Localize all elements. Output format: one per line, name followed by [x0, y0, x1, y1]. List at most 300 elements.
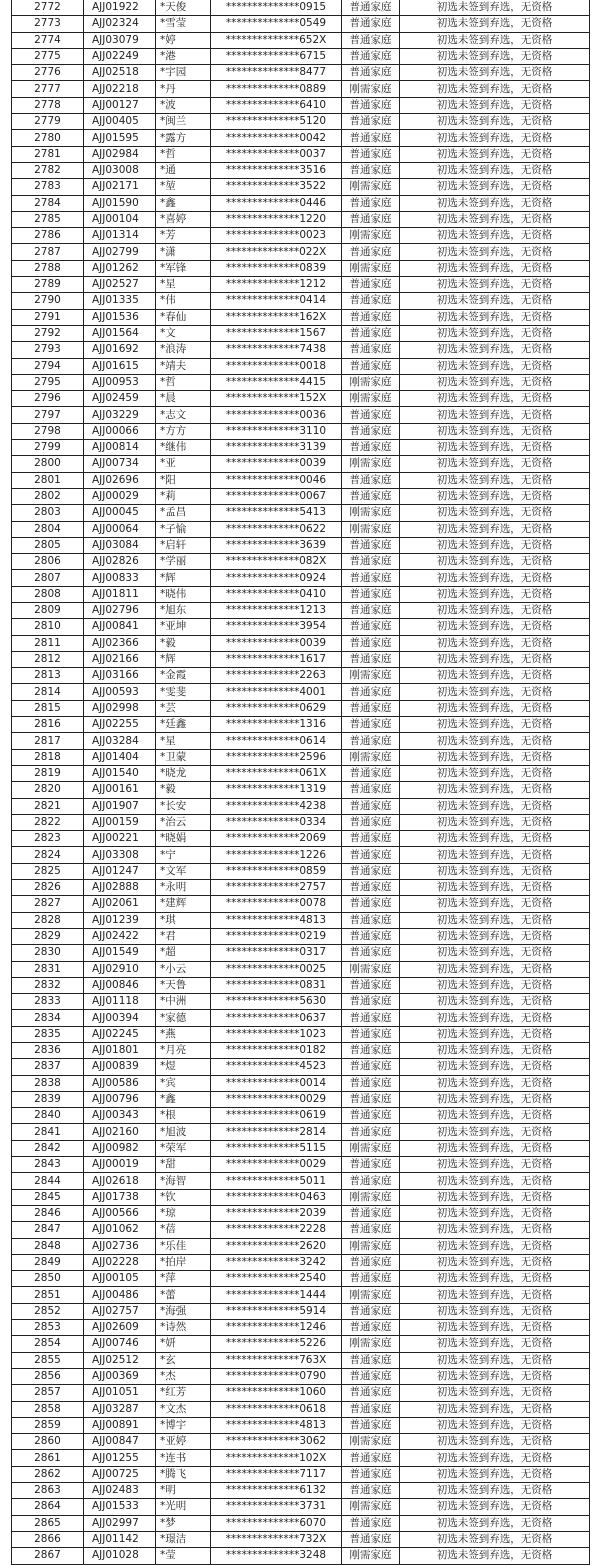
table-row: [12, 277, 590, 293]
row-number-cell: 2856: [12, 1368, 84, 1384]
results-table: [11, 0, 590, 1565]
application-id-cell: AJJ03008: [84, 162, 156, 178]
application-id-cell: AJJ02166: [84, 651, 156, 667]
applicant-name-cell: *琪: [156, 912, 211, 928]
family-type-cell: 刚需家庭: [342, 456, 400, 472]
applicant-name-cell: *明: [156, 1483, 211, 1499]
table-row: [12, 244, 590, 260]
application-id-cell: AJJ02527: [84, 277, 156, 293]
row-number-cell: 2821: [12, 798, 84, 814]
applicant-name-cell: *旭东: [156, 602, 211, 618]
family-type-cell: 普通家庭: [342, 798, 400, 814]
table-row: [12, 114, 590, 130]
table-row: [12, 65, 590, 81]
status-cell: 初选未签到弃选，无资格: [400, 1287, 590, 1303]
row-number-cell: 2840: [12, 1108, 84, 1124]
table-row: [12, 488, 590, 504]
id-number-cell: **************2757: [211, 880, 342, 896]
applicant-name-cell: *博宇: [156, 1417, 211, 1433]
id-number-cell: **************1316: [211, 717, 342, 733]
application-id-cell: AJJ02160: [84, 1124, 156, 1140]
family-type-cell: 普通家庭: [342, 1043, 400, 1059]
application-id-cell: AJJ02245: [84, 1026, 156, 1042]
table-row: [12, 619, 590, 635]
table-row: [12, 1254, 590, 1270]
row-number-cell: 2830: [12, 945, 84, 961]
id-number-cell: **************0410: [211, 586, 342, 602]
row-number-cell: 2809: [12, 602, 84, 618]
family-type-cell: 普通家庭: [342, 554, 400, 570]
row-number-cell: 2813: [12, 668, 84, 684]
row-number-cell: 2791: [12, 309, 84, 325]
row-number-cell: 2838: [12, 1075, 84, 1091]
status-cell: 初选未签到弃选，无资格: [400, 1075, 590, 1091]
row-number-cell: 2783: [12, 179, 84, 195]
applicant-name-cell: *连书: [156, 1450, 211, 1466]
row-number-cell: 2811: [12, 635, 84, 651]
table-row: [12, 1157, 590, 1173]
status-cell: 初选未签到弃选，无资格: [400, 293, 590, 309]
application-id-cell: AJJ02609: [84, 1320, 156, 1336]
application-id-cell: AJJ02228: [84, 1254, 156, 1270]
table-row: [12, 554, 590, 570]
application-id-cell: AJJ02888: [84, 880, 156, 896]
family-type-cell: 普通家庭: [342, 700, 400, 716]
applicant-name-cell: *辉: [156, 570, 211, 586]
table-row: [12, 130, 590, 146]
family-type-cell: 刚需家庭: [342, 505, 400, 521]
applicant-name-cell: *婷: [156, 32, 211, 48]
status-cell: 初选未签到弃选，无资格: [400, 488, 590, 504]
status-cell: 初选未签到弃选，无资格: [400, 586, 590, 602]
family-type-cell: 普通家庭: [342, 977, 400, 993]
status-cell: 初选未签到弃选，无资格: [400, 1531, 590, 1547]
status-cell: 初选未签到弃选，无资格: [400, 32, 590, 48]
application-id-cell: AJJ00593: [84, 684, 156, 700]
family-type-cell: 普通家庭: [342, 831, 400, 847]
table-row: [12, 684, 590, 700]
application-id-cell: AJJ00066: [84, 423, 156, 439]
row-number-cell: 2807: [12, 570, 84, 586]
status-cell: 初选未签到弃选，无资格: [400, 863, 590, 879]
family-type-cell: 普通家庭: [342, 423, 400, 439]
application-id-cell: AJJ02799: [84, 244, 156, 260]
table-row: [12, 423, 590, 439]
row-number-cell: 2797: [12, 407, 84, 423]
table-row: [12, 1140, 590, 1156]
row-number-cell: 2799: [12, 440, 84, 456]
status-cell: 初选未签到弃选，无资格: [400, 0, 590, 16]
status-cell: 初选未签到弃选，无资格: [400, 798, 590, 814]
id-number-cell: **************3731: [211, 1499, 342, 1515]
family-type-cell: 普通家庭: [342, 358, 400, 374]
family-type-cell: 普通家庭: [342, 814, 400, 830]
id-number-cell: **************0831: [211, 977, 342, 993]
applicant-name-cell: *金霞: [156, 668, 211, 684]
status-cell: 初选未签到弃选，无资格: [400, 1010, 590, 1026]
row-number-cell: 2818: [12, 749, 84, 765]
family-type-cell: 普通家庭: [342, 32, 400, 48]
row-number-cell: 2833: [12, 994, 84, 1010]
row-number-cell: 2776: [12, 65, 84, 81]
family-type-cell: 普通家庭: [342, 244, 400, 260]
application-id-cell: AJJ00394: [84, 1010, 156, 1026]
id-number-cell: **************2814: [211, 1124, 342, 1140]
family-type-cell: 刚需家庭: [342, 1140, 400, 1156]
row-number-cell: 2788: [12, 260, 84, 276]
table-row: [12, 635, 590, 651]
id-number-cell: **************0029: [211, 1091, 342, 1107]
application-id-cell: AJJ00982: [84, 1140, 156, 1156]
id-number-cell: **************0619: [211, 1108, 342, 1124]
row-number-cell: 2844: [12, 1173, 84, 1189]
applicant-name-cell: *海强: [156, 1303, 211, 1319]
family-type-cell: 普通家庭: [342, 586, 400, 602]
table-row: [12, 358, 590, 374]
row-number-cell: 2780: [12, 130, 84, 146]
applicant-name-cell: *雯斐: [156, 684, 211, 700]
row-number-cell: 2864: [12, 1499, 84, 1515]
id-number-cell: **************7117: [211, 1466, 342, 1482]
family-type-cell: 普通家庭: [342, 16, 400, 32]
application-id-cell: AJJ00161: [84, 782, 156, 798]
id-number-cell: **************0046: [211, 472, 342, 488]
status-cell: 初选未签到弃选，无资格: [400, 1271, 590, 1287]
family-type-cell: 普通家庭: [342, 912, 400, 928]
application-id-cell: AJJ00105: [84, 1271, 156, 1287]
row-number-cell: 2834: [12, 1010, 84, 1026]
status-cell: 初选未签到弃选，无资格: [400, 1124, 590, 1140]
status-cell: 初选未签到弃选，无资格: [400, 994, 590, 1010]
status-cell: 初选未签到弃选，无资格: [400, 961, 590, 977]
status-cell: 初选未签到弃选，无资格: [400, 1417, 590, 1433]
status-cell: 初选未签到弃选，无资格: [400, 1336, 590, 1352]
row-number-cell: 2837: [12, 1059, 84, 1075]
family-type-cell: 普通家庭: [342, 114, 400, 130]
applicant-name-cell: *琼: [156, 1205, 211, 1221]
applicant-name-cell: *乐佳: [156, 1238, 211, 1254]
row-number-cell: 2781: [12, 146, 84, 162]
status-cell: 初选未签到弃选，无资格: [400, 309, 590, 325]
application-id-cell: AJJ01922: [84, 0, 156, 16]
family-type-cell: 普通家庭: [342, 733, 400, 749]
row-number-cell: 2842: [12, 1140, 84, 1156]
family-type-cell: 普通家庭: [342, 896, 400, 912]
table-row: [12, 928, 590, 944]
application-id-cell: AJJ02998: [84, 700, 156, 716]
applicant-name-cell: *荣军: [156, 1140, 211, 1156]
row-number-cell: 2863: [12, 1483, 84, 1499]
row-number-cell: 2822: [12, 814, 84, 830]
row-number-cell: 2800: [12, 456, 84, 472]
application-id-cell: AJJ00796: [84, 1091, 156, 1107]
table-row: [12, 994, 590, 1010]
id-number-cell: **************0037: [211, 146, 342, 162]
application-id-cell: AJJ00846: [84, 977, 156, 993]
status-cell: 初选未签到弃选，无资格: [400, 782, 590, 798]
status-cell: 初选未签到弃选，无资格: [400, 211, 590, 227]
applicant-name-cell: *志文: [156, 407, 211, 423]
family-type-cell: 普通家庭: [342, 1222, 400, 1238]
id-number-cell: **************3639: [211, 537, 342, 553]
row-number-cell: 2858: [12, 1401, 84, 1417]
table-row: [12, 407, 590, 423]
applicant-name-cell: *萍: [156, 1271, 211, 1287]
table-row: [12, 211, 590, 227]
status-cell: 初选未签到弃选，无资格: [400, 1401, 590, 1417]
applicant-name-cell: *根: [156, 1108, 211, 1124]
application-id-cell: AJJ00586: [84, 1075, 156, 1091]
status-cell: 初选未签到弃选，无资格: [400, 1450, 590, 1466]
application-id-cell: AJJ02324: [84, 16, 156, 32]
table-row: [12, 472, 590, 488]
id-number-cell: **************1617: [211, 651, 342, 667]
family-type-cell: 普通家庭: [342, 48, 400, 64]
table-row: [12, 1531, 590, 1547]
table-row: [12, 1124, 590, 1140]
applicant-name-cell: *闽兰: [156, 114, 211, 130]
table-row: [12, 700, 590, 716]
applicant-name-cell: *文: [156, 325, 211, 341]
family-type-cell: 刚需家庭: [342, 668, 400, 684]
row-number-cell: 2853: [12, 1320, 84, 1336]
table-row: [12, 342, 590, 358]
status-cell: 初选未签到弃选，无资格: [400, 1352, 590, 1368]
family-type-cell: 普通家庭: [342, 1303, 400, 1319]
status-cell: 初选未签到弃选，无资格: [400, 749, 590, 765]
status-cell: 初选未签到弃选，无资格: [400, 1515, 590, 1531]
application-id-cell: AJJ00486: [84, 1287, 156, 1303]
id-number-cell: **************0018: [211, 358, 342, 374]
status-cell: 初选未签到弃选，无资格: [400, 130, 590, 146]
family-type-cell: 普通家庭: [342, 602, 400, 618]
id-number-cell: **************0414: [211, 293, 342, 309]
status-cell: 初选未签到弃选，无资格: [400, 1238, 590, 1254]
row-number-cell: 2831: [12, 961, 84, 977]
applicant-name-cell: *星: [156, 277, 211, 293]
table-row: [12, 1043, 590, 1059]
applicant-name-cell: *启轩: [156, 537, 211, 553]
id-number-cell: **************1444: [211, 1287, 342, 1303]
family-type-cell: 刚需家庭: [342, 374, 400, 390]
family-type-cell: 普通家庭: [342, 440, 400, 456]
table-row: [12, 961, 590, 977]
family-type-cell: 普通家庭: [342, 325, 400, 341]
row-number-cell: 2852: [12, 1303, 84, 1319]
status-cell: 初选未签到弃选，无资格: [400, 651, 590, 667]
table-row: [12, 162, 590, 178]
family-type-cell: 普通家庭: [342, 1271, 400, 1287]
family-type-cell: 普通家庭: [342, 1450, 400, 1466]
table-row: [12, 391, 590, 407]
applicant-name-cell: *子愉: [156, 521, 211, 537]
family-type-cell: 刚需家庭: [342, 521, 400, 537]
family-type-cell: 普通家庭: [342, 994, 400, 1010]
application-id-cell: AJJ00953: [84, 374, 156, 390]
table-row: [12, 81, 590, 97]
row-number-cell: 2785: [12, 211, 84, 227]
id-number-cell: **************0924: [211, 570, 342, 586]
status-cell: 初选未签到弃选，无资格: [400, 1205, 590, 1221]
applicant-name-cell: *丹: [156, 81, 211, 97]
family-type-cell: 普通家庭: [342, 293, 400, 309]
family-type-cell: 刚需家庭: [342, 391, 400, 407]
application-id-cell: AJJ01062: [84, 1222, 156, 1238]
table-row: [12, 309, 590, 325]
row-number-cell: 2835: [12, 1026, 84, 1042]
table-row: [12, 1010, 590, 1026]
table-row: [12, 1205, 590, 1221]
application-id-cell: AJJ00104: [84, 211, 156, 227]
application-id-cell: AJJ02459: [84, 391, 156, 407]
table-row: [12, 32, 590, 48]
status-cell: 初选未签到弃选，无资格: [400, 1026, 590, 1042]
applicant-name-cell: *春仙: [156, 309, 211, 325]
status-cell: 初选未签到弃选，无资格: [400, 505, 590, 521]
status-cell: 初选未签到弃选，无资格: [400, 765, 590, 781]
table-row: [12, 1303, 590, 1319]
applicant-name-cell: *红芳: [156, 1385, 211, 1401]
status-cell: 初选未签到弃选，无资格: [400, 16, 590, 32]
row-number-cell: 2839: [12, 1091, 84, 1107]
applicant-name-cell: *蕾: [156, 1287, 211, 1303]
id-number-cell: **************4523: [211, 1059, 342, 1075]
table-row: [12, 1026, 590, 1042]
applicant-name-cell: *甜: [156, 1157, 211, 1173]
status-cell: 初选未签到弃选，无资格: [400, 358, 590, 374]
row-number-cell: 2789: [12, 277, 84, 293]
family-type-cell: 普通家庭: [342, 765, 400, 781]
id-number-cell: **************4238: [211, 798, 342, 814]
table-row: [12, 195, 590, 211]
id-number-cell: **************0039: [211, 635, 342, 651]
applicant-name-cell: *港: [156, 48, 211, 64]
row-number-cell: 2777: [12, 81, 84, 97]
applicant-name-cell: *伟: [156, 293, 211, 309]
family-type-cell: 普通家庭: [342, 782, 400, 798]
table-row: [12, 1417, 590, 1433]
table-row: [12, 847, 590, 863]
application-id-cell: AJJ00221: [84, 831, 156, 847]
application-id-cell: AJJ01262: [84, 260, 156, 276]
id-number-cell: **************5115: [211, 1140, 342, 1156]
family-type-cell: 普通家庭: [342, 1108, 400, 1124]
status-cell: 初选未签到弃选，无资格: [400, 195, 590, 211]
row-number-cell: 2812: [12, 651, 84, 667]
application-id-cell: AJJ02796: [84, 602, 156, 618]
applicant-name-cell: *永明: [156, 880, 211, 896]
status-cell: 初选未签到弃选，无资格: [400, 228, 590, 244]
applicant-name-cell: *璟洁: [156, 1531, 211, 1547]
id-number-cell: **************1226: [211, 847, 342, 863]
family-type-cell: 普通家庭: [342, 1483, 400, 1499]
row-number-cell: 2774: [12, 32, 84, 48]
table-row: [12, 814, 590, 830]
table-row: [12, 782, 590, 798]
application-id-cell: AJJ02512: [84, 1352, 156, 1368]
id-number-cell: **************1060: [211, 1385, 342, 1401]
application-id-cell: AJJ00019: [84, 1157, 156, 1173]
row-number-cell: 2859: [12, 1417, 84, 1433]
family-type-cell: 普通家庭: [342, 1385, 400, 1401]
family-type-cell: 普通家庭: [342, 97, 400, 113]
status-cell: 初选未签到弃选，无资格: [400, 277, 590, 293]
row-number-cell: 2786: [12, 228, 84, 244]
applicant-name-cell: *宁: [156, 847, 211, 863]
family-type-cell: 普通家庭: [342, 1075, 400, 1091]
status-cell: 初选未签到弃选，无资格: [400, 391, 590, 407]
table-row: [12, 456, 590, 472]
table-row: [12, 1173, 590, 1189]
family-type-cell: 普通家庭: [342, 472, 400, 488]
row-number-cell: 2832: [12, 977, 84, 993]
status-cell: 初选未签到弃选，无资格: [400, 374, 590, 390]
status-cell: 初选未签到弃选，无资格: [400, 1303, 590, 1319]
application-id-cell: AJJ01239: [84, 912, 156, 928]
id-number-cell: **************6070: [211, 1515, 342, 1531]
row-number-cell: 2846: [12, 1205, 84, 1221]
id-number-cell: **************5120: [211, 114, 342, 130]
row-number-cell: 2816: [12, 717, 84, 733]
id-number-cell: **************0067: [211, 488, 342, 504]
status-cell: 初选未签到弃选，无资格: [400, 1254, 590, 1270]
table-row: [12, 977, 590, 993]
applicant-name-cell: *建辉: [156, 896, 211, 912]
applicant-name-cell: *梦: [156, 1515, 211, 1531]
applicant-name-cell: *孟昌: [156, 505, 211, 521]
family-type-cell: 刚需家庭: [342, 1499, 400, 1515]
row-number-cell: 2815: [12, 700, 84, 716]
status-cell: 初选未签到弃选，无资格: [400, 1466, 590, 1482]
applicant-name-cell: *超: [156, 945, 211, 961]
table-row: [12, 1368, 590, 1384]
application-id-cell: AJJ02249: [84, 48, 156, 64]
family-type-cell: 刚需家庭: [342, 1287, 400, 1303]
id-number-cell: **************3248: [211, 1548, 342, 1564]
id-number-cell: **************1246: [211, 1320, 342, 1336]
table-row: [12, 1515, 590, 1531]
family-type-cell: 普通家庭: [342, 1254, 400, 1270]
applicant-name-cell: *妍: [156, 1336, 211, 1352]
id-number-cell: **************5914: [211, 1303, 342, 1319]
application-id-cell: AJJ02997: [84, 1515, 156, 1531]
application-id-cell: AJJ01738: [84, 1189, 156, 1205]
results-table-body: [12, 0, 590, 1564]
row-number-cell: 2795: [12, 374, 84, 390]
application-id-cell: AJJ03166: [84, 668, 156, 684]
applicant-name-cell: *莹: [156, 1548, 211, 1564]
table-row: [12, 1287, 590, 1303]
id-number-cell: **************652X: [211, 32, 342, 48]
status-cell: 初选未签到弃选，无资格: [400, 619, 590, 635]
family-type-cell: 普通家庭: [342, 619, 400, 635]
row-number-cell: 2805: [12, 537, 84, 553]
family-type-cell: 普通家庭: [342, 407, 400, 423]
row-number-cell: 2857: [12, 1385, 84, 1401]
row-number-cell: 2808: [12, 586, 84, 602]
row-number-cell: 2848: [12, 1238, 84, 1254]
row-number-cell: 2826: [12, 880, 84, 896]
row-number-cell: 2793: [12, 342, 84, 358]
status-cell: 初选未签到弃选，无资格: [400, 440, 590, 456]
applicant-name-cell: *拍岸: [156, 1254, 211, 1270]
applicant-name-cell: *毅: [156, 782, 211, 798]
id-number-cell: **************0889: [211, 81, 342, 97]
status-cell: 初选未签到弃选，无资格: [400, 733, 590, 749]
row-number-cell: 2801: [12, 472, 84, 488]
family-type-cell: 普通家庭: [342, 928, 400, 944]
status-cell: 初选未签到弃选，无资格: [400, 717, 590, 733]
